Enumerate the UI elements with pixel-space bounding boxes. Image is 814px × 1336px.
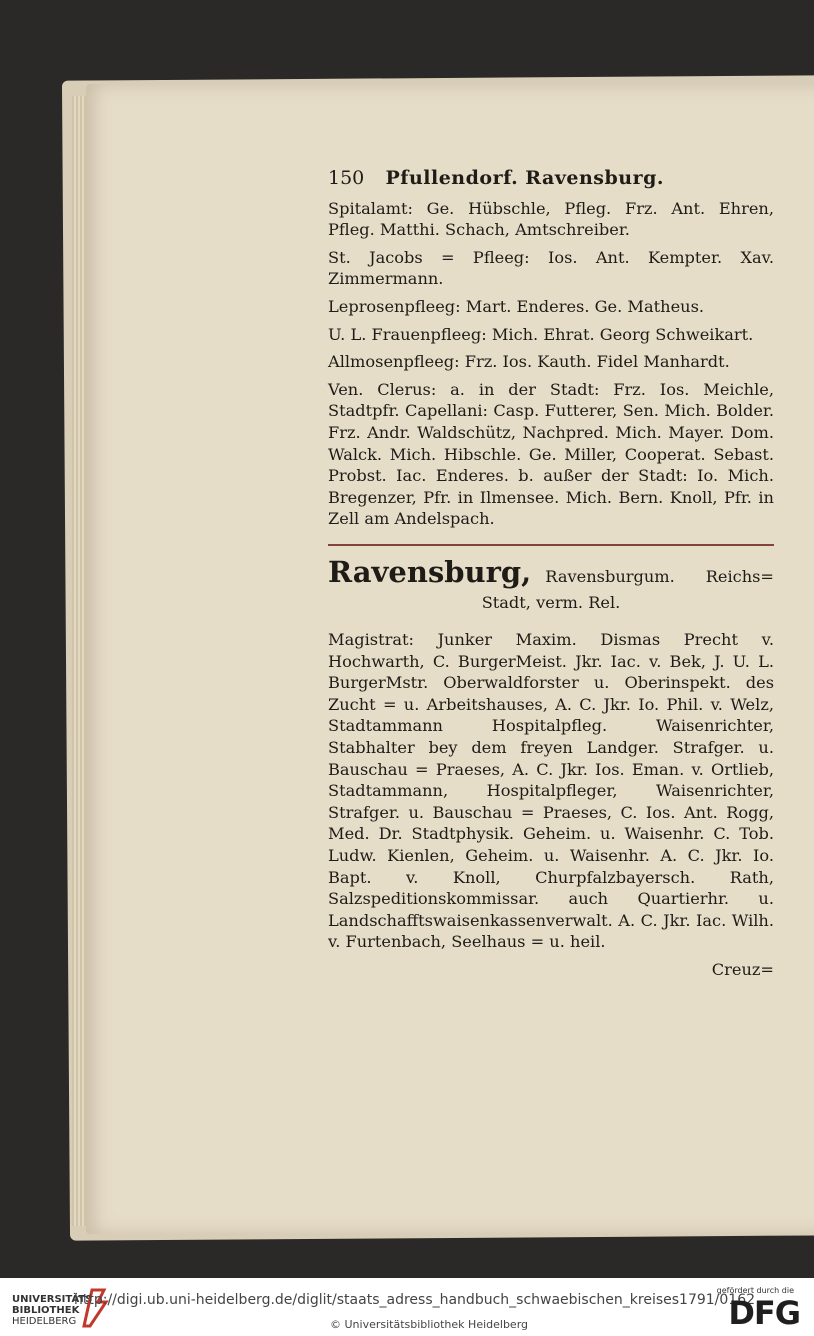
- paragraph-jacobs: St. Jacobs = Pfleeg: Ios. Ant. Kempter. Xav. Zimmermann.: [328, 247, 774, 289]
- library-logo[interactable]: UNIVERSITÄTS BIBLIOTHEK HEIDELBERG: [12, 1294, 93, 1327]
- section-heading: [328, 554, 774, 589]
- heading-right: Reichs=: [705, 566, 774, 586]
- dfg-logo[interactable]: DFG: [728, 1294, 800, 1332]
- section-divider: [328, 544, 774, 546]
- heading-main: Ravensburg,: [328, 554, 532, 589]
- paragraph-clerus: Ven. Clerus: a. in der Stadt: Frz. Ios. Meichle, Stadtpfr. Capellani: Casp. Futterer, Sen. Mich. Bolder. Frz. Andr. Waldschütz, Nachpred. Mich. Mayer. Dom. Walck. Mich. Hibschle. Ge. Miller, Cooperat. Sebast. Probst. Iac. Enderes. b. außer der Stadt: Io. Mich. Bregenzer, Pfr. in Ilmensee. Mich. Bern. Knoll, Pfr. in Zell am Andelspach.: [328, 379, 774, 529]
- paragraph-leprosen: Leprosenpfleeg: Mart. Enderes. Ge. Matheus.: [328, 296, 705, 316]
- page-text: [328, 168, 774, 981]
- page-header: [328, 168, 774, 190]
- permalink-url[interactable]: http://digi.ub.uni-heidelberg.de/diglit/staats_adress_handbuch_schwaebischen_kreises1791/0162: [74, 1292, 756, 1308]
- paragraph-frauen: U. L. Frauenpfleeg: Mich. Ehrat. Georg Schweikart.: [328, 324, 754, 344]
- paragraph-spitalamt: Spitalamt: Ge. Hübschle, Pfleg. Frz. Ant. Ehren, Pfleg. Matthi. Schach, Amtschreiber.: [328, 198, 774, 240]
- paragraph-allmosen: Allmosenpfleeg: Frz. Ios. Kauth. Fidel Manhardt.: [328, 352, 730, 372]
- heading-sub: Stadt, verm. Rel.: [481, 592, 621, 612]
- funded-by-label: gefördert durch die: [716, 1286, 794, 1295]
- running-title: Pfullendorf. Ravensburg.: [385, 167, 664, 189]
- paragraph-magistrat: Magistrat: Junker Maxim. Dismas Precht v. Hochwarth, C. BurgerMeist. Jkr. Iac. v. Bek, J. U. L. BurgerMstr. Oberwaldforster u. Oberinspekt. des Zucht = u. Arbeitshauses, A. C. Jkr. Io. Phil. v. Welz, Stadtammann Hospitalpfleg. Waisenrichter, Stabhalter bey dem freyen Landger. Strafger. u. Bauschau = Praeses, A. C. Jkr. Ios. Eman. v. Ortlieb, Stadtammann, Hospitalpfleger, Waisenrichter, Strafger. u. Bauschau = Praeses, C. Ios. Ant. Rogg, Med. Dr. Stadtphysik. Geheim. u. Waisenhr. C. Tob. Ludw. Kienlen, Geheim. u. Waisenhr. A. C. Jkr. Io. Bapt. v. Knoll, Churpfalzbayersch. Rath, Salzspeditionskommissar. auch Quartierhr. u. Landschafftswaisenkassenverwalt. A. C. Jkr. Iac. Wilh. v. Furtenbach, Seelhaus = u. heil.: [328, 630, 774, 952]
- copyright: © Universitätsbibliothek Heidelberg: [330, 1318, 529, 1331]
- viewer-footer: [0, 1278, 814, 1336]
- page-number: 150: [328, 167, 365, 189]
- heading-latin: Ravensburgum.: [545, 566, 675, 586]
- catchword: Creuz=: [711, 960, 774, 979]
